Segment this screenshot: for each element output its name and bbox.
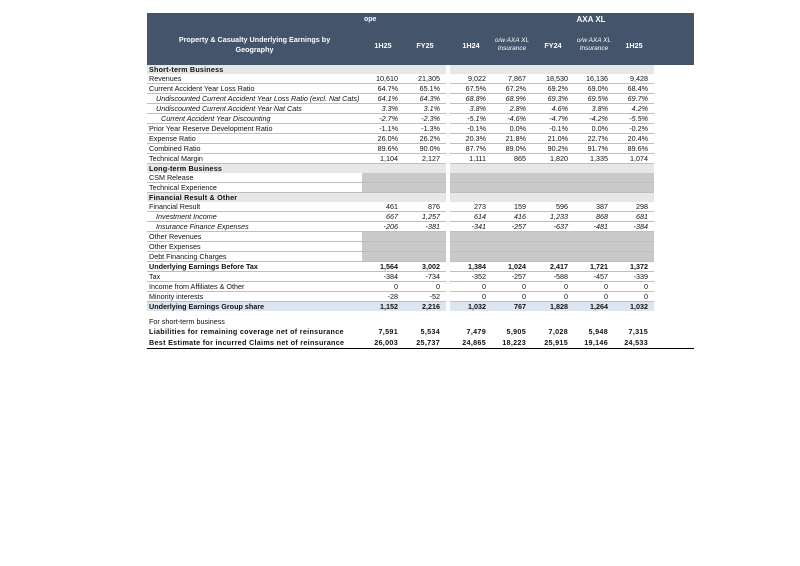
value-cell: 7,867	[492, 74, 532, 84]
value-cell: -52	[404, 292, 446, 302]
table-row	[147, 202, 694, 212]
table-title: Property & Casualty Underlying Earnings by Geography	[147, 25, 362, 65]
footer-note: For short-term business	[149, 317, 225, 326]
table-row	[147, 154, 694, 164]
value-cell: 5,905	[506, 327, 527, 336]
value-cell: 273	[450, 202, 492, 212]
value-cell: -637	[532, 222, 574, 232]
row-label: Underlying Earnings Before Tax	[147, 262, 362, 272]
row-label: Tax	[147, 272, 362, 282]
col-header: o/w AXA XL Insurance	[492, 25, 532, 65]
value-cell	[450, 193, 492, 203]
footer-row	[147, 326, 694, 337]
value-cell: 3.3%	[362, 104, 404, 114]
value-cell	[492, 183, 532, 193]
row-label: Undiscounted Current Accident Year Nat Cats	[147, 104, 362, 114]
value-cell: 25,915	[544, 338, 569, 347]
value-cell	[362, 173, 404, 183]
value-cell: 89.0%	[492, 144, 532, 154]
value-cell: 2,216	[404, 302, 446, 312]
value-cell	[404, 183, 446, 193]
value-cell: -384	[362, 272, 404, 282]
value-cell	[574, 252, 614, 262]
value-cell: 25,737	[416, 338, 441, 347]
value-cell: -0.1%	[532, 124, 574, 134]
value-cell: 1,264	[574, 302, 614, 312]
value-cell	[532, 173, 574, 183]
value-cell: -734	[404, 272, 446, 282]
value-cell: 67.2%	[492, 84, 532, 94]
value-cell: 90.2%	[532, 144, 574, 154]
value-cell: 0.0%	[492, 124, 532, 134]
value-cell: 1,024	[492, 262, 532, 272]
value-cell: 18,530	[532, 74, 574, 84]
value-cell	[614, 252, 654, 262]
table-row	[147, 134, 694, 144]
value-cell: 87.7%	[450, 144, 492, 154]
value-cell	[574, 65, 614, 74]
value-cell: 1,564	[362, 262, 404, 272]
value-cell: 21.8%	[492, 134, 532, 144]
table-row	[147, 84, 694, 94]
value-cell: -0.1%	[450, 124, 492, 134]
value-cell: 65.1%	[404, 84, 446, 94]
value-cell: 0	[362, 282, 404, 292]
value-cell	[404, 252, 446, 262]
col-header: 1H25	[614, 25, 654, 65]
row-label: Undiscounted Current Accident Year Loss Ratio (excl. Nat Cats)	[147, 94, 362, 104]
row-label: Best Estimate for incurred Claims net of reinsurance	[149, 338, 345, 347]
value-cell: 0	[492, 282, 532, 292]
value-cell: -4.7%	[532, 114, 574, 124]
table-row	[147, 252, 694, 262]
value-cell: -339	[614, 272, 654, 282]
value-cell: -341	[450, 222, 492, 232]
value-cell	[492, 65, 532, 74]
value-cell: -206	[362, 222, 404, 232]
value-cell: 1,233	[532, 212, 574, 222]
value-cell: 21.0%	[532, 134, 574, 144]
col-header: 1H25	[362, 25, 404, 65]
value-cell: 5,534	[420, 327, 441, 336]
value-cell: 20.3%	[450, 134, 492, 144]
value-cell	[532, 65, 574, 74]
value-cell	[362, 164, 404, 174]
col-header: o/w AXA XL Insurance	[574, 25, 614, 65]
value-cell	[574, 242, 614, 252]
value-cell	[450, 242, 492, 252]
value-cell: 1,372	[614, 262, 654, 272]
value-cell	[492, 193, 532, 203]
value-cell: 4.2%	[614, 104, 654, 114]
value-cell: 19,146	[584, 338, 609, 347]
row-label: Underlying Earnings Group share	[147, 302, 362, 312]
value-cell: 1,111	[450, 154, 492, 164]
value-cell	[362, 232, 404, 242]
value-cell	[404, 173, 446, 183]
row-label: Insurance Finance Expenses	[147, 222, 362, 232]
value-cell: 7,315	[628, 327, 649, 336]
row-label: Current Accident Year Loss Ratio	[147, 84, 362, 94]
value-cell: -257	[492, 272, 532, 282]
value-cell	[532, 164, 574, 174]
value-cell: 298	[614, 202, 654, 212]
value-cell	[450, 183, 492, 193]
table-row	[147, 272, 694, 282]
value-cell: 0.0%	[574, 124, 614, 134]
value-cell: 68.8%	[450, 94, 492, 104]
value-cell	[532, 232, 574, 242]
value-cell: 387	[574, 202, 614, 212]
value-cell: 10,610	[362, 74, 404, 84]
value-cell	[574, 232, 614, 242]
value-cell: 0	[492, 292, 532, 302]
value-cell: 0	[614, 282, 654, 292]
value-cell	[532, 242, 574, 252]
row-label: Minority interests	[147, 292, 362, 302]
value-cell	[574, 193, 614, 203]
footer-row	[147, 337, 694, 349]
value-cell	[362, 252, 404, 262]
table-row	[147, 212, 694, 222]
group-header-ope: ope	[362, 13, 446, 25]
value-cell	[614, 193, 654, 203]
value-cell	[574, 173, 614, 183]
value-cell	[614, 232, 654, 242]
value-cell	[450, 164, 492, 174]
table-row	[147, 94, 694, 104]
col-header: FY25	[404, 25, 446, 65]
value-cell: 865	[492, 154, 532, 164]
value-cell: 0	[450, 292, 492, 302]
section-title: Long-term Business	[147, 164, 362, 174]
value-cell: 16,136	[574, 74, 614, 84]
value-cell: 1,384	[450, 262, 492, 272]
header-corner	[147, 13, 362, 25]
table-row	[147, 282, 694, 292]
value-cell: 681	[614, 212, 654, 222]
earnings-table	[147, 13, 694, 349]
value-cell: 68.9%	[492, 94, 532, 104]
table-row	[147, 124, 694, 134]
value-cell: -457	[574, 272, 614, 282]
value-cell	[574, 183, 614, 193]
row-label: Liabilities for remaining coverage net of reinsurance	[149, 327, 344, 336]
row-label: Technical Margin	[147, 154, 362, 164]
row-label: Current Accident Year Discounting	[147, 114, 362, 124]
value-cell: -5.1%	[450, 114, 492, 124]
value-cell: 64.7%	[362, 84, 404, 94]
table-body	[147, 65, 694, 349]
value-cell: 0	[574, 292, 614, 302]
value-cell	[492, 164, 532, 174]
value-cell: 2,127	[404, 154, 446, 164]
value-cell: 1,104	[362, 154, 404, 164]
row-label: Expense Ratio	[147, 134, 362, 144]
value-cell: -1.1%	[362, 124, 404, 134]
value-cell	[614, 173, 654, 183]
value-cell: 2,417	[532, 262, 574, 272]
value-cell: 26.2%	[404, 134, 446, 144]
value-cell: 18,223	[502, 338, 527, 347]
value-cell	[614, 164, 654, 174]
table-row	[147, 222, 694, 232]
table-row	[147, 292, 694, 302]
row-label: Prior Year Reserve Development Ratio	[147, 124, 362, 134]
col-header: FY24	[532, 25, 574, 65]
value-cell	[450, 65, 492, 74]
table-row	[147, 144, 694, 154]
value-cell: 7,591	[378, 327, 398, 336]
value-cell: 0	[574, 282, 614, 292]
table-row	[147, 173, 694, 183]
value-cell: 667	[362, 212, 404, 222]
section-row	[147, 164, 694, 174]
value-cell	[362, 193, 404, 203]
value-cell: 69.7%	[614, 94, 654, 104]
value-cell	[450, 232, 492, 242]
row-label: Debt Financing Charges	[147, 252, 362, 262]
value-cell: -384	[614, 222, 654, 232]
value-cell: 1,721	[574, 262, 614, 272]
value-cell: 89.6%	[614, 144, 654, 154]
value-cell: 3.1%	[404, 104, 446, 114]
value-cell: -0.2%	[614, 124, 654, 134]
value-cell	[450, 173, 492, 183]
value-cell: -2.7%	[362, 114, 404, 124]
value-cell: -4.2%	[574, 114, 614, 124]
value-cell: 1,074	[614, 154, 654, 164]
value-cell: 767	[492, 302, 532, 312]
value-cell: 0	[450, 282, 492, 292]
value-cell	[532, 252, 574, 262]
value-cell: 91.7%	[574, 144, 614, 154]
value-cell	[492, 173, 532, 183]
value-cell: 3.8%	[450, 104, 492, 114]
value-cell	[492, 242, 532, 252]
value-cell	[614, 65, 654, 74]
value-cell	[574, 164, 614, 174]
section-row	[147, 193, 694, 203]
value-cell: -4.6%	[492, 114, 532, 124]
value-cell: -5.5%	[614, 114, 654, 124]
value-cell: -257	[492, 222, 532, 232]
value-cell: 69.0%	[574, 84, 614, 94]
value-cell: 21,305	[404, 74, 446, 84]
table-row	[147, 262, 694, 272]
table-row	[147, 302, 694, 312]
value-cell: 5,948	[588, 327, 609, 336]
value-cell: 68.4%	[614, 84, 654, 94]
value-cell	[492, 232, 532, 242]
value-cell: 26.0%	[362, 134, 404, 144]
table-row	[147, 183, 694, 193]
value-cell: 4.6%	[532, 104, 574, 114]
section-title: Short-term Business	[147, 65, 362, 74]
value-cell: 7,028	[548, 327, 569, 336]
value-cell: 22.7%	[574, 134, 614, 144]
value-cell	[532, 183, 574, 193]
row-label: Combined Ratio	[147, 144, 362, 154]
value-cell: 596	[532, 202, 574, 212]
value-cell: 7,479	[466, 327, 487, 336]
value-cell: 614	[450, 212, 492, 222]
value-cell	[362, 65, 404, 74]
value-cell: 0	[404, 282, 446, 292]
value-cell: 2.8%	[492, 104, 532, 114]
value-cell: -481	[574, 222, 614, 232]
value-cell: 416	[492, 212, 532, 222]
value-cell: 26,003	[374, 338, 398, 347]
row-label: Other Revenues	[147, 232, 362, 242]
value-cell: 24,865	[462, 338, 487, 347]
table-row	[147, 74, 694, 84]
row-label: Other Expenses	[147, 242, 362, 252]
value-cell: 69.5%	[574, 94, 614, 104]
value-cell: 69.2%	[532, 84, 574, 94]
value-cell: 90.0%	[404, 144, 446, 154]
value-cell	[404, 193, 446, 203]
row-label: Investment Income	[147, 212, 362, 222]
value-cell: 1,152	[362, 302, 404, 312]
row-label: CSM Release	[147, 173, 362, 183]
value-cell: 20.4%	[614, 134, 654, 144]
value-cell: 1,335	[574, 154, 614, 164]
section-row	[147, 65, 694, 74]
value-cell: 1,032	[450, 302, 492, 312]
value-cell: 1,257	[404, 212, 446, 222]
earnings-sheet	[147, 13, 694, 349]
value-cell: -2.3%	[404, 114, 446, 124]
value-cell	[404, 65, 446, 74]
value-cell: 64.3%	[404, 94, 446, 104]
value-cell: -588	[532, 272, 574, 282]
value-cell: -28	[362, 292, 404, 302]
value-cell	[492, 252, 532, 262]
value-cell	[362, 242, 404, 252]
row-label: Technical Experience	[147, 183, 362, 193]
value-cell	[450, 252, 492, 262]
value-cell: -1.3%	[404, 124, 446, 134]
table-row	[147, 114, 694, 124]
col-header: 1H24	[450, 25, 492, 65]
table-row	[147, 104, 694, 114]
value-cell: 159	[492, 202, 532, 212]
table-row	[147, 242, 694, 252]
value-cell: 3,002	[404, 262, 446, 272]
value-cell	[404, 232, 446, 242]
value-cell	[404, 164, 446, 174]
value-cell: 1,828	[532, 302, 574, 312]
value-cell	[362, 183, 404, 193]
value-cell: 1,820	[532, 154, 574, 164]
value-cell: 876	[404, 202, 446, 212]
row-label: Revenues	[147, 74, 362, 84]
value-cell: 9,022	[450, 74, 492, 84]
section-title: Financial Result & Other	[147, 193, 362, 203]
value-cell: 0	[532, 282, 574, 292]
value-cell	[532, 193, 574, 203]
value-cell: 64.1%	[362, 94, 404, 104]
value-cell: 3.8%	[574, 104, 614, 114]
table-row	[147, 232, 694, 242]
value-cell	[404, 242, 446, 252]
value-cell	[614, 242, 654, 252]
value-cell	[614, 183, 654, 193]
value-cell: 1,032	[614, 302, 654, 312]
value-cell: -381	[404, 222, 446, 232]
group-header-axa-xl: AXA XL	[450, 13, 694, 25]
value-cell: 24,533	[624, 338, 649, 347]
value-cell: 69.3%	[532, 94, 574, 104]
value-cell: 0	[614, 292, 654, 302]
row-label: Financial Result	[147, 202, 362, 212]
value-cell: 868	[574, 212, 614, 222]
value-cell: -352	[450, 272, 492, 282]
value-cell: 89.6%	[362, 144, 404, 154]
value-cell: 0	[532, 292, 574, 302]
value-cell: 67.5%	[450, 84, 492, 94]
row-label: Income from Affiliates & Other	[147, 282, 362, 292]
value-cell: 461	[362, 202, 404, 212]
value-cell: 9,428	[614, 74, 654, 84]
